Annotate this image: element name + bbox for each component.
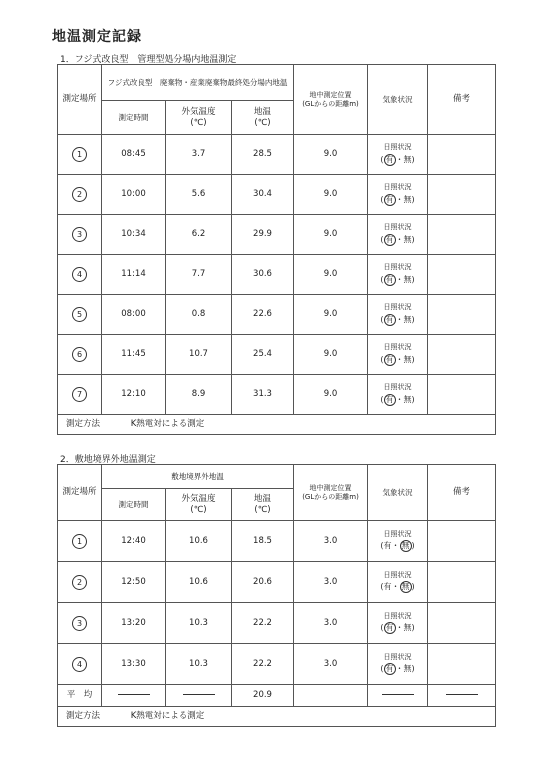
row-depth: 9.0 [294, 295, 368, 335]
header-ground-temp-label: 地温 [254, 493, 272, 504]
weather-option-yes: 有 [383, 582, 392, 592]
row-air-temp: 10.3 [166, 644, 232, 685]
weather-option-no: 無 [401, 582, 410, 592]
header-air-temp [166, 489, 232, 521]
row-number: 5 [72, 307, 87, 322]
row-time: 13:20 [102, 603, 166, 644]
row-ground-temp: 22.2 [232, 644, 294, 685]
weather-option-yes: 有 [385, 623, 394, 633]
section1-heading: 1．フジ式改良型 管理型処分場内地温測定 [60, 55, 237, 65]
weather-options: (有・ 無 ) [380, 541, 415, 551]
weather-option-yes: 有 [385, 354, 394, 364]
row-time: 10:34 [102, 215, 166, 255]
header-depth-sub: (GLからの距離m) [302, 492, 359, 501]
row-ground-temp: 30.6 [232, 255, 294, 295]
table-row [58, 135, 496, 175]
row-location [58, 603, 102, 644]
row-location [58, 562, 102, 603]
table-row [58, 215, 496, 255]
row-air-temp: 10.7 [166, 335, 232, 375]
row-remarks [428, 335, 496, 375]
row-depth: 9.0 [294, 175, 368, 215]
weather-separator: ・ [395, 664, 404, 674]
row-weather [368, 175, 428, 215]
row-ground-temp: 22.2 [232, 603, 294, 644]
row-air-temp: 3.7 [166, 135, 232, 175]
row-weather [368, 255, 428, 295]
header-ground-temp [232, 101, 294, 135]
header-weather: 気象状況 [368, 465, 428, 521]
table-row [58, 562, 496, 603]
weather-separator: ・ [395, 274, 404, 284]
header-air-temp-unit: (℃) [190, 504, 207, 515]
row-depth: 3.0 [294, 562, 368, 603]
row-time: 12:10 [102, 375, 166, 415]
weather-options: (有・ 無 ) [380, 582, 415, 592]
header-depth [294, 65, 368, 135]
header-remarks: 備考 [428, 465, 496, 521]
average-air [166, 685, 232, 707]
row-remarks [428, 375, 496, 415]
weather-option-no: 無 [403, 154, 412, 164]
row-time: 10:00 [102, 175, 166, 215]
section2-table [57, 464, 496, 727]
header-air-temp-label: 外気温度 [181, 106, 216, 117]
row-weather [368, 562, 428, 603]
weather-option-no: 無 [403, 314, 412, 324]
row-number: 4 [72, 267, 87, 282]
average-remarks [428, 685, 496, 707]
row-depth: 9.0 [294, 135, 368, 175]
weather-option-yes: 有 [383, 541, 392, 551]
average-weather [368, 685, 428, 707]
weather-label: 日照状況 [383, 143, 412, 152]
weather-separator: ・ [395, 154, 404, 164]
section2-method [58, 707, 496, 727]
weather-options: ( 有 ・無) [380, 234, 415, 244]
row-number: 7 [72, 387, 87, 402]
row-number: 3 [72, 616, 87, 631]
row-air-temp: 0.8 [166, 295, 232, 335]
row-time: 12:40 [102, 521, 166, 562]
row-weather [368, 375, 428, 415]
weather-option-no: 無 [403, 194, 412, 204]
row-number: 1 [72, 534, 87, 549]
weather-option-no: 無 [403, 664, 412, 674]
weather-option-yes: 有 [385, 194, 394, 204]
header-depth-sub: (GLからの距離m) [302, 99, 359, 108]
weather-separator: ・ [395, 234, 404, 244]
weather-option-no: 無 [403, 274, 412, 284]
row-location [58, 255, 102, 295]
row-time: 13:30 [102, 644, 166, 685]
row-location [58, 335, 102, 375]
row-number: 2 [72, 187, 87, 202]
table-row [58, 521, 496, 562]
row-weather [368, 215, 428, 255]
weather-label: 日照状況 [383, 343, 412, 352]
row-time: 12:50 [102, 562, 166, 603]
weather-label: 日照状況 [383, 303, 412, 312]
weather-options: ( 有 ・無) [380, 354, 415, 364]
section1-table [57, 64, 496, 435]
row-remarks [428, 215, 496, 255]
row-number: 3 [72, 227, 87, 242]
row-number: 4 [72, 657, 87, 672]
header-ground-temp [232, 489, 294, 521]
weather-separator: ・ [395, 354, 404, 364]
row-location [58, 295, 102, 335]
header-ground-temp-unit: (℃) [254, 117, 271, 128]
row-air-temp: 10.3 [166, 603, 232, 644]
method-value: K熱電対による測定 [130, 711, 205, 722]
average-ground: 20.9 [232, 685, 294, 707]
row-weather [368, 295, 428, 335]
section2-heading: 2．敷地境界外地温測定 [60, 455, 156, 465]
weather-label: 日照状況 [383, 183, 412, 192]
average-depth [294, 685, 368, 707]
row-remarks [428, 135, 496, 175]
weather-separator: ・ [391, 582, 400, 592]
row-depth: 3.0 [294, 644, 368, 685]
header-weather: 気象状況 [368, 65, 428, 135]
row-weather [368, 335, 428, 375]
weather-option-yes: 有 [385, 394, 394, 404]
table-row [58, 603, 496, 644]
weather-label: 日照状況 [383, 570, 412, 579]
row-depth: 3.0 [294, 521, 368, 562]
weather-separator: ・ [395, 623, 404, 633]
row-depth: 9.0 [294, 215, 368, 255]
header-air-temp [166, 101, 232, 135]
row-time: 08:45 [102, 135, 166, 175]
row-ground-temp: 22.6 [232, 295, 294, 335]
row-depth: 9.0 [294, 255, 368, 295]
weather-option-no: 無 [401, 541, 410, 551]
header-time: 測定時間 [102, 101, 166, 135]
table-row [58, 175, 496, 215]
row-ground-temp: 25.4 [232, 335, 294, 375]
row-ground-temp: 31.3 [232, 375, 294, 415]
row-weather [368, 135, 428, 175]
weather-label: 日照状況 [383, 611, 412, 620]
average-row [58, 685, 496, 707]
row-location [58, 215, 102, 255]
row-weather [368, 603, 428, 644]
row-location [58, 644, 102, 685]
table-row [58, 335, 496, 375]
method-label: 測定方法 [66, 419, 101, 430]
weather-options: ( 有 ・無) [380, 274, 415, 284]
weather-separator: ・ [395, 394, 404, 404]
row-air-temp: 7.7 [166, 255, 232, 295]
header-depth [294, 465, 368, 521]
row-remarks [428, 175, 496, 215]
row-weather [368, 644, 428, 685]
row-air-temp: 6.2 [166, 215, 232, 255]
row-ground-temp: 20.6 [232, 562, 294, 603]
weather-option-no: 無 [403, 623, 412, 633]
row-remarks [428, 295, 496, 335]
row-air-temp: 10.6 [166, 562, 232, 603]
header-ground-temp-label: 地温 [253, 106, 271, 117]
average-time [102, 685, 166, 707]
row-ground-temp: 18.5 [232, 521, 294, 562]
method-label: 測定方法 [66, 711, 101, 722]
table-row [58, 375, 496, 415]
header-air-temp-unit: (℃) [190, 117, 207, 128]
row-time: 11:14 [102, 255, 166, 295]
weather-option-yes: 有 [385, 154, 394, 164]
header-depth-label: 地中測定位置 [309, 483, 352, 492]
weather-option-yes: 有 [385, 314, 394, 324]
header-ground-temp-unit: (℃) [254, 504, 271, 515]
weather-option-no: 無 [403, 234, 412, 244]
weather-options: ( 有 ・無) [380, 394, 415, 404]
row-remarks [428, 603, 496, 644]
weather-options: ( 有 ・無) [380, 623, 415, 633]
row-ground-temp: 28.5 [232, 135, 294, 175]
row-number: 1 [72, 147, 87, 162]
weather-separator: ・ [395, 194, 404, 204]
average-label: 平 均 [58, 685, 102, 707]
weather-options: ( 有 ・無) [380, 664, 415, 674]
weather-label: 日照状況 [383, 529, 412, 538]
weather-label: 日照状況 [383, 383, 412, 392]
weather-option-no: 無 [403, 354, 412, 364]
weather-option-no: 無 [403, 394, 412, 404]
row-remarks [428, 521, 496, 562]
table-row [58, 255, 496, 295]
weather-options: ( 有 ・無) [380, 154, 415, 164]
weather-separator: ・ [395, 314, 404, 324]
row-depth: 3.0 [294, 603, 368, 644]
row-air-temp: 8.9 [166, 375, 232, 415]
header-depth-label: 地中測定位置 [309, 90, 352, 99]
table-row [58, 295, 496, 335]
header-location: 測定場所 [58, 465, 102, 521]
weather-label: 日照状況 [383, 652, 412, 661]
row-location [58, 135, 102, 175]
row-remarks [428, 644, 496, 685]
row-depth: 9.0 [294, 375, 368, 415]
method-value: K熱電対による測定 [130, 419, 205, 430]
row-air-temp: 5.6 [166, 175, 232, 215]
weather-option-yes: 有 [385, 274, 394, 284]
weather-separator: ・ [391, 541, 400, 551]
document-title: 地温測定記録 [52, 29, 142, 45]
row-location [58, 375, 102, 415]
row-remarks [428, 562, 496, 603]
header-air-temp-label: 外気温度 [181, 493, 216, 504]
row-remarks [428, 255, 496, 295]
row-ground-temp: 30.4 [232, 175, 294, 215]
row-number: 6 [72, 347, 87, 362]
row-location [58, 521, 102, 562]
weather-label: 日照状況 [383, 263, 412, 272]
row-number: 2 [72, 575, 87, 590]
weather-options: ( 有 ・無) [380, 314, 415, 324]
weather-option-yes: 有 [385, 664, 394, 674]
weather-option-yes: 有 [385, 234, 394, 244]
row-location [58, 175, 102, 215]
row-time: 08:00 [102, 295, 166, 335]
row-air-temp: 10.6 [166, 521, 232, 562]
row-weather [368, 521, 428, 562]
header-group: 敷地境界外地温 [102, 465, 294, 489]
header-location: 測定場所 [58, 65, 102, 135]
header-group: フジ式改良型 廃棄物・産業廃棄物最終処分場内地温 [102, 65, 294, 101]
row-ground-temp: 29.9 [232, 215, 294, 255]
row-depth: 9.0 [294, 335, 368, 375]
weather-label: 日照状況 [383, 223, 412, 232]
header-remarks: 備考 [428, 65, 496, 135]
table-row [58, 644, 496, 685]
header-time: 測定時間 [102, 489, 166, 521]
section1-method [58, 415, 496, 435]
weather-options: ( 有 ・無) [380, 194, 415, 204]
row-time: 11:45 [102, 335, 166, 375]
